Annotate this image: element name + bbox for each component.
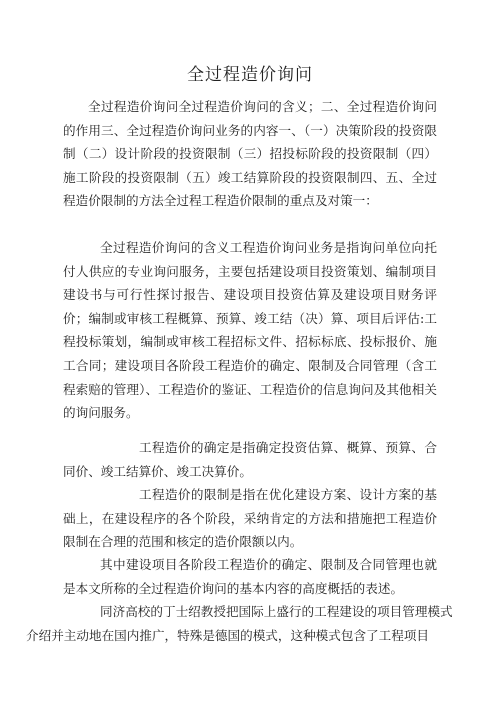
paragraph-tongji xyxy=(26,600,453,647)
paragraph-tongji-line-1: 同济高校的丁士绍教授把国际上盛行的工程建设的项目管理模式 xyxy=(100,604,453,619)
paragraph-tongji-line-2: 介绍并主动地在国内推广，特殊是德国的模式，这种模式包含了工程项目 xyxy=(26,627,429,643)
paragraph-definition: 全过程造价询问的含义工程造价询问业务是指询问单位向托付人供应的专业询问服务，主要包括建设项目投资策划、编制项目建设书与可行性探讨报告、建设项目投资估算及建设项目财务评价；编制或审核工程概算、预算、竣工结（决）算、项目后评估:工程投标策划，编制或审核工程招标文件、招标标底、投标报价、施工合同；建设项目各阶段工程造价的确定、限制及合同管理（含工程索赔的管理）、工程造价的鉴证、工程造价的信息询问及其他相关的询问服务。 xyxy=(63,240,437,421)
paragraph-cost-control: 工程造价的限制是指在优化建设方案、设计方案的基础上，在建设程序的各个阶段，采纳肯定的方法和措施把工程造价限制在合理的范围和核定的造价限额以内。 xyxy=(63,487,437,550)
paragraph-summary: 其中建设项目各阶段工程造价的确定、限制及合同管理也就是本文所称的全过程造价询问的基本内容的高度概括的表述。 xyxy=(63,557,437,596)
paragraph-overview: 全过程造价询问全过程造价询问的含义；二、全过程造价询问的作用三、全过程造价询问业务的内容一、（一）决策阶段的投资限制（二）设计阶段的投资限制（三）招投标阶段的投资限制（四）施工阶段的投资限制（五）竣工结算阶段的投资限制四、五、全过程造价限制的方法全过程工程造价限制的重点及对策一： xyxy=(63,99,437,209)
document-title: 全过程造价询问 xyxy=(187,65,313,85)
paragraph-cost-determination: 工程造价的确定是指确定投资估算、概算、预算、合同价、竣工结算价、竣工决算价。 xyxy=(63,440,437,479)
